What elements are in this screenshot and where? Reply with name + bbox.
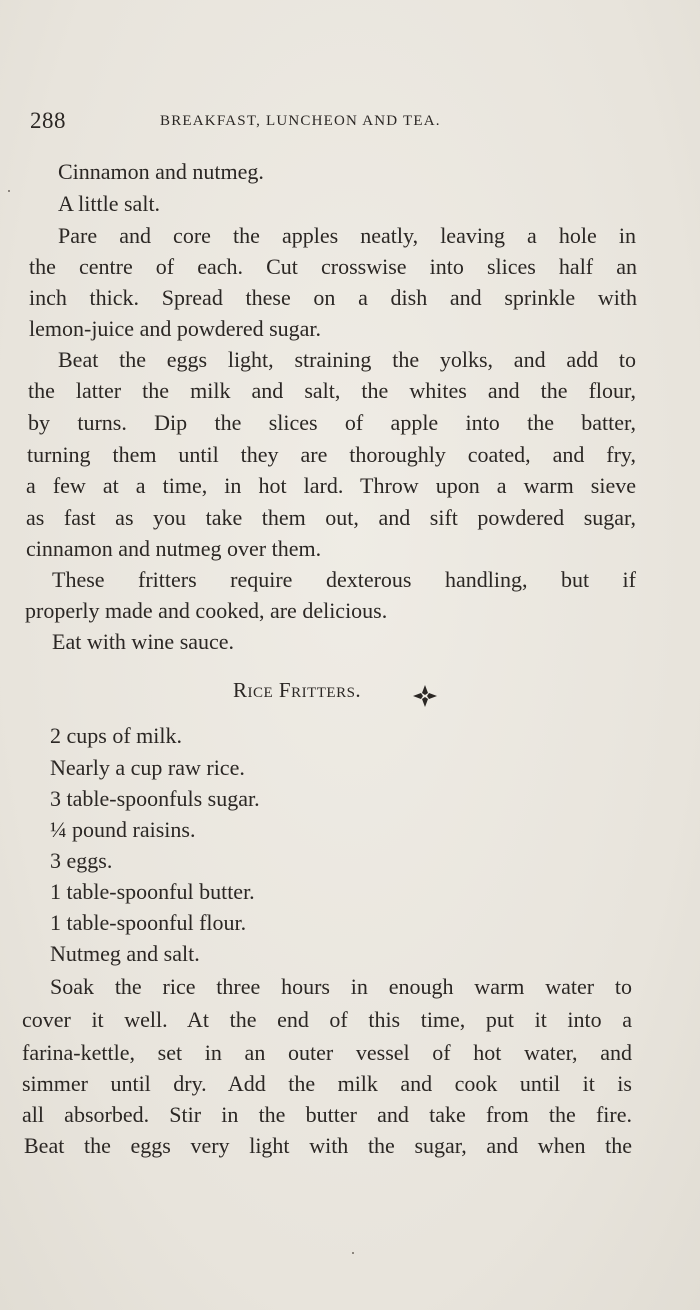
text-line: Beat the eggs very light with the sugar, and when the [24,1133,632,1158]
ingredient-line: Nearly a cup raw rice. [50,755,245,780]
text-line: Cinnamon and nutmeg. [58,159,264,184]
text-line: cover it well. At the end of this time, put it into a [22,1007,632,1032]
ingredient-line: 2 cups of milk. [50,723,182,748]
text-line: Soak the rice three hours in enough warm water to [50,974,632,999]
text-line: simmer until dry. Add the milk and cook until it is [22,1071,632,1096]
paper-speck [352,1252,354,1254]
text-line: the latter the milk and salt, the whites and the flour, [28,378,636,403]
text-line: cinnamon and nutmeg over them. [26,536,322,561]
text-line: a few at a time, in hot lard. Throw upon a warm sieve [26,473,636,498]
text-line: the centre of each. Cut crosswise into slices half an [29,254,637,279]
text-line: These fritters require dexterous handling, but if [52,567,636,592]
ingredient-line: 3 table-spoonfuls sugar. [50,786,260,811]
text-line: A little salt. [58,191,161,216]
text-line: properly made and cooked, are delicious. [25,598,388,623]
page-header [30,108,630,138]
text-line: Beat the eggs light, straining the yolks, and add to [58,347,636,372]
section-title: Rice Fritters. [233,678,362,702]
text-line: Eat with wine sauce. [52,629,235,654]
text-line: lemon-juice and powdered sugar. [29,316,322,341]
text-line: all absorbed. Stir in the butter and take from the fire. [22,1102,632,1127]
running-title: BREAKFAST, LUNCHEON AND TEA. [160,113,441,129]
text-line: by turns. Dip the slices of apple into the batter, [28,410,636,435]
page-number: 288 [30,108,66,133]
ingredient-line: ¼ pound raisins. [50,817,196,842]
maltese-cross-icon [411,683,439,709]
text-line: inch thick. Spread these on a dish and sprinkle with [29,285,637,310]
text-line: farina-kettle, set in an outer vessel of hot water, and [22,1040,632,1065]
ingredient-line: 3 eggs. [50,848,113,873]
text-line: turning them until they are thoroughly coated, and fry, [27,442,636,467]
text-line: as fast as you take them out, and sift powdered sugar, [26,505,636,530]
ingredient-line: 1 table-spoonful flour. [50,910,247,935]
text-line: Pare and core the apples neatly, leaving a hole in [58,223,636,248]
paper-speck [8,190,10,192]
ingredient-line: 1 table-spoonful butter. [50,879,255,904]
ingredient-line: Nutmeg and salt. [50,941,200,966]
